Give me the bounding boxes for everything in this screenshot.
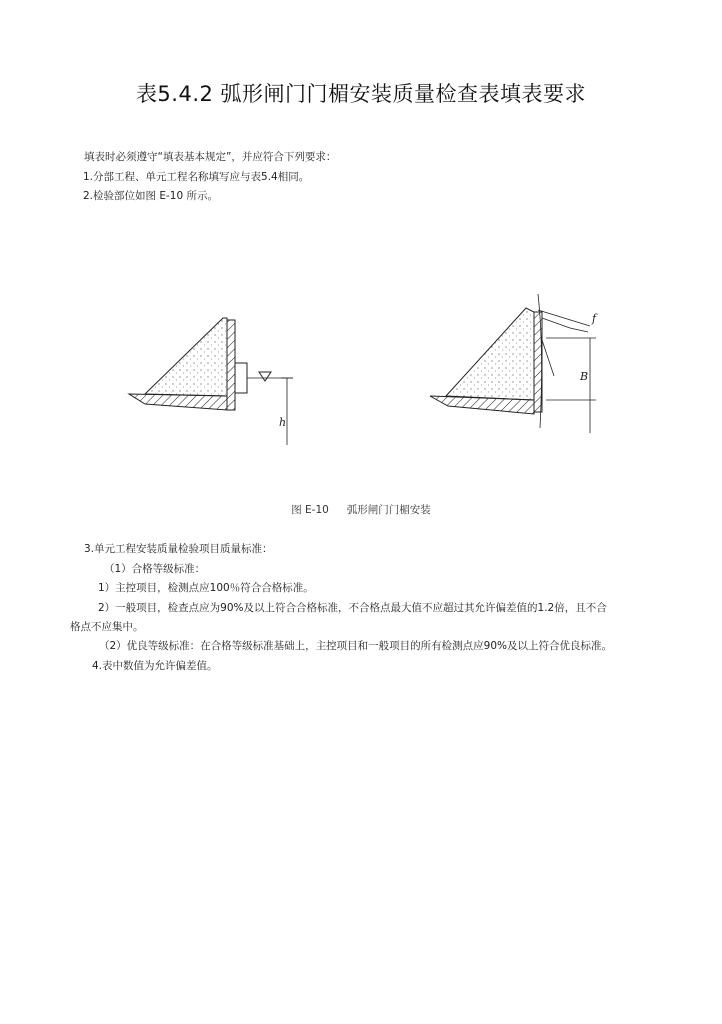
intro-line-1: 1.分部工程、单元工程名称填写应与表5.4相同。 xyxy=(83,171,310,183)
figure-caption xyxy=(0,502,722,517)
req-line-3a2-part1: 2）一般项目，检查点应为90%及以上符合合格标准，不合格点最大值不应超过其允许偏差值的1.2倍，且不合 xyxy=(98,602,607,614)
req-line-3a: （1）合格等级标准： xyxy=(104,563,206,575)
figure-left-diagram xyxy=(115,290,305,450)
req-line-4: 4.表中数值为允许偏差值。 xyxy=(92,660,218,672)
figure-right-diagram xyxy=(420,288,620,450)
intro-line-0: 填表时必须遵守“填表基本规定”，并应符合下列要求： xyxy=(84,151,337,163)
figure-caption-text: 弧形闸门门楣安装 xyxy=(346,504,431,516)
req-line-3a1: 1）主控项目，检测点应100％符合合格标准。 xyxy=(98,582,314,594)
label-b: B xyxy=(580,370,589,383)
intro-line-2: 2.检验部位如图 E-10 所示。 xyxy=(83,190,218,202)
label-f: f xyxy=(592,312,597,325)
req-line-3b: （2）优良等级标准：在合格等级标准基础上，主控项目和一般项目的所有检测点应90%及以上符合优良标准。 xyxy=(99,640,613,652)
req-line-3a2-part2: 格点不应集中。 xyxy=(70,621,144,633)
req-line-3: 3.单元工程安装质量检验项目质量标准： xyxy=(84,543,273,555)
page-title: 表5.4.2 弧形闸门门楣安装质量检查表填表要求 xyxy=(135,82,587,106)
label-h: h xyxy=(279,416,287,429)
figure-caption-number: 图 E-10 xyxy=(291,504,329,516)
